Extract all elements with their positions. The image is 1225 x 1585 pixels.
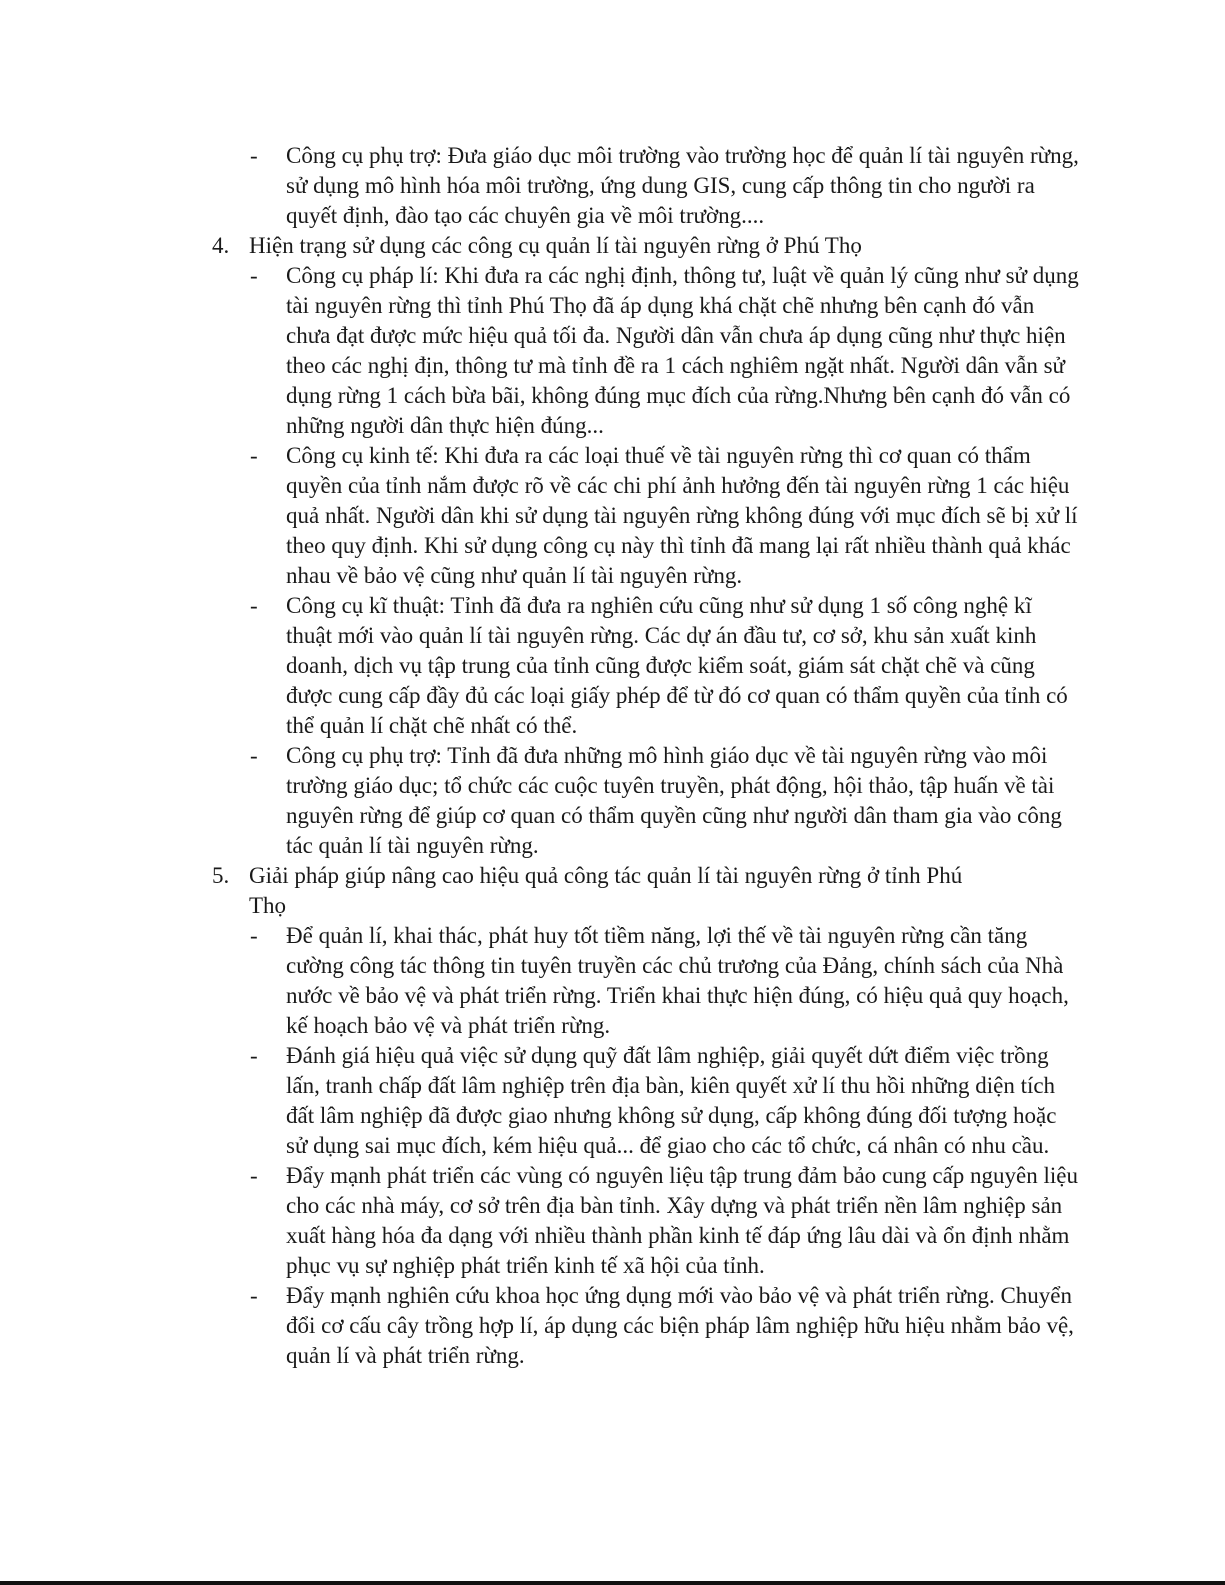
list-item-solution-4 (212, 1281, 1082, 1371)
list-item-solution-2 (212, 1041, 1082, 1161)
paragraph-text: Công cụ pháp lí: Khi đưa ra các nghị định, thông tư, luật về quản lý cũng như sử dụng tài nguyên rừng thì tỉnh Phú Thọ đã áp dụng khá chặt chẽ nhưng bên cạnh đó vẫn chưa đạt được mức hiệu quả tối đa. Người dân vẫn chưa áp dụng cũng như thực hiện theo các nghị địn, thông tư mà tỉnh đề ra 1 cách nghiêm ngặt nhất. Người dân vẫn sử dụng rừng 1 cách bừa bãi, không đúng mục đích của rừng.Nhưng bên cạnh đó vẫn có những người dân thực hiện đúng... (286, 263, 1079, 438)
section-title: Hiện trạng sử dụng các công cụ quản lí tài nguyên rừng ở Phú Thọ (249, 233, 862, 258)
list-item-solution-3 (212, 1161, 1082, 1281)
dash-bullet: - (250, 743, 258, 768)
page-bottom-border (0, 1581, 1225, 1585)
dash-bullet: - (250, 1043, 258, 1068)
paragraph-text: Công cụ phụ trợ: Đưa giáo dục môi trường vào trường học để quản lí tài nguyên rừng, sử dụng mô hình hóa môi trường, ứng dung GIS, cung cấp thông tin cho người ra quyết định, đào tạo các chuyên gia về môi trường.... (286, 143, 1079, 228)
list-item-technical-tools (212, 591, 1082, 741)
list-item-solution-1 (212, 921, 1082, 1041)
document-body (212, 141, 1082, 1371)
list-item-legal-tools (212, 261, 1082, 441)
dash-bullet: - (250, 443, 258, 468)
paragraph-text: Đẩy mạnh nghiên cứu khoa học ứng dụng mới vào bảo vệ và phát triển rừng. Chuyển đổi cơ cấu cây trồng hợp lí, áp dụng các biện pháp lâm nghiệp hữu hiệu nhằm bảo vệ, quản lí và phát triển rừng. (286, 1283, 1074, 1368)
section-heading-4 (212, 231, 1082, 261)
list-item-support-tools (212, 141, 1082, 231)
dash-bullet: - (250, 923, 258, 948)
section-heading-5 (212, 861, 1082, 921)
dash-bullet: - (250, 1163, 258, 1188)
paragraph-text: Công cụ kĩ thuật: Tỉnh đã đưa ra nghiên cứu cũng như sử dụng 1 số công nghệ kĩ thuật mới vào quản lí tài nguyên rừng. Các dự án đầu tư, cơ sở, khu sản xuất kinh doanh, dịch vụ tập trung của tỉnh cũng được kiểm soát, giám sát chặt chẽ và cũng được cung cấp đầy đủ các loại giấy phép để từ đó cơ quan có thẩm quyền của tỉnh có thể quản lí chặt chẽ nhất có thể. (286, 593, 1068, 738)
dash-bullet: - (250, 263, 258, 288)
list-item-economic-tools (212, 441, 1082, 591)
dash-bullet: - (250, 1283, 258, 1308)
paragraph-text: Đánh giá hiệu quả việc sử dụng quỹ đất lâm nghiệp, giải quyết dứt điểm việc trồng lấn, tranh chấp đất lâm nghiệp trên địa bàn, kiên quyết xử lí thu hồi những diện tích đất lâm nghiệp đã được giao nhưng không sử dụng, cấp không đúng đối tượng hoặc sử dụng sai mục đích, kém hiệu quả... để giao cho các tổ chức, cá nhân có nhu cầu. (286, 1043, 1057, 1158)
paragraph-text: Để quản lí, khai thác, phát huy tốt tiềm năng, lợi thế về tài nguyên rừng cần tăng cường công tác thông tin tuyên truyền các chủ trương của Đảng, chính sách của Nhà nước về bảo vệ và phát triển rừng. Triển khai thực hiện đúng, có hiệu quả quy hoạch, kế hoạch bảo vệ và phát triển rừng. (286, 923, 1069, 1038)
section-number: 5. (212, 863, 230, 888)
list-item-support-tools-province (212, 741, 1082, 861)
dash-bullet: - (250, 593, 258, 618)
paragraph-text: Công cụ phụ trợ: Tỉnh đã đưa những mô hình giáo dục về tài nguyên rừng vào môi trường giáo dục; tổ chức các cuộc tuyên truyền, phát động, hội thảo, tập huấn về tài nguyên rừng để giúp cơ quan có thẩm quyền cũng như người dân tham gia vào công tác quản lí tài nguyên rừng. (286, 743, 1062, 858)
paragraph-text: Công cụ kinh tế: Khi đưa ra các loại thuế về tài nguyên rừng thì cơ quan có thẩm quyền của tỉnh nắm được rõ về các chi phí ảnh hưởng đến tài nguyên rừng 1 các hiệu quả nhất. Người dân khi sử dụng tài nguyên rừng không đúng với mục đích sẽ bị xử lí theo quy định. Khi sử dụng công cụ này thì tỉnh đã mang lại rất nhiều thành quả khác nhau về bảo vệ cũng như quản lí tài nguyên rừng. (286, 443, 1078, 588)
dash-bullet: - (250, 143, 258, 168)
section-number: 4. (212, 233, 230, 258)
section-title: Giải pháp giúp nâng cao hiệu quả công tác quản lí tài nguyên rừng ở tỉnh Phú Thọ (249, 863, 963, 918)
paragraph-text: Đẩy mạnh phát triển các vùng có nguyên liệu tập trung đảm bảo cung cấp nguyên liệu cho các nhà máy, cơ sở trên địa bàn tỉnh. Xây dựng và phát triển nền lâm nghiệp sản xuất hàng hóa đa dạng với nhiều thành phần kinh tế đáp ứng lâu dài và ổn định nhằm phục vụ sự nghiệp phát triển kinh tế xã hội của tỉnh. (286, 1163, 1078, 1278)
